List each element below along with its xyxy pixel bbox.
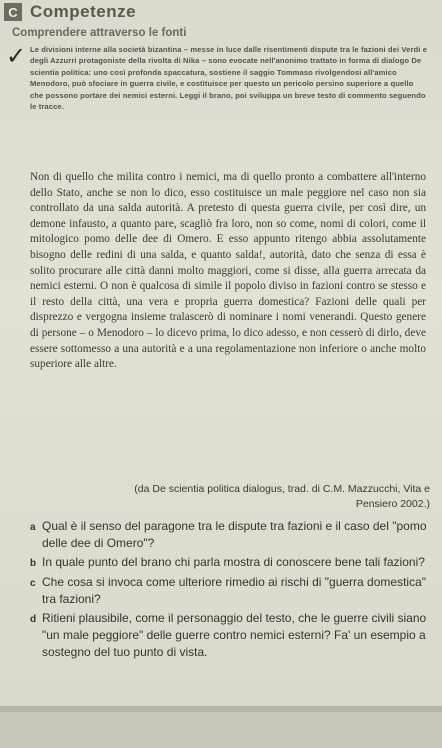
question-item (30, 554, 430, 572)
question-item (30, 574, 430, 608)
section-title: Competenze (30, 2, 137, 21)
section-header (0, 0, 442, 24)
question-item (30, 610, 430, 661)
question-text: Qual è il senso del paragone tra le dispute tra fazioni e il caso del "pomo delle dee di Omero"? (42, 519, 427, 550)
question-text: In quale punto del brano chi parla mostra di conoscere bene tali fazioni? (42, 555, 425, 569)
question-letter: c (30, 578, 36, 589)
question-letter: d (30, 614, 37, 625)
question-letter: b (30, 558, 37, 569)
section-badge: C (4, 3, 22, 21)
question-text: Ritieni plausibile, come il personaggio del testo, che le guerre civili siano "un male peggiore" delle guerre contro nemici esterni? Fa' un esempio a sostegno del tuo punto di vista. (42, 611, 427, 659)
source-excerpt: Non di quello che milita contro i nemici, ma di quello pronto a combattere all'interno dello Stato, anche se non lo dico, esso costituisce un male peggiore nel caso non sia controllato da una salda autorità. A pretesto di questa guerra civile, per così dire, un demone infausto, a quanto pare, scagliò fra loro, non so come, nomi di colori, come il mitologico pomo delle dee di Omero. E esso appunto ritengo abbia assolutamente bisogno delle redini di una salda, e quanto salda!, autorità, dato che senza di essa è solito procurare alle città danni molto maggiori, come si disse, alla guerra arrecata da nemici esterni. O non è qualcosa di simile il popolo diviso in fazioni contro se stesso e il resto della città, una vera e propria guerra domestica? Fazioni delle quali per disprezzo e vergogna insieme tralascerò di nominare i nomi venerandi. Questo genere di persone – o Menodoro – lo dicevo prima, lo dico adesso, e non cesserò di dirlo, deve essere sottomesso a una autorità e a una regolamentazione non inferiore o anche molto superiore alle altre. (30, 171, 426, 371)
exercise-subtitle: Comprendere attraverso le fonti (12, 27, 187, 39)
question-letter: a (30, 522, 36, 533)
question-text: Che cosa si invoca come ulteriore rimedio ai rischi di "guerra domestica" tra fazioni? (42, 575, 427, 606)
source-citation: (da De scientia politica dialogus, trad. di C.M. Mazzucchi, Vita e Pensiero 2002.) (134, 483, 430, 510)
intro-paragraph: Le divisioni interne alla società bizantina – messe in luce dalle risentimenti dispute tra le fazioni dei Verdi e degli Azzurri protagoniste della rivolta di Nika – sono evocate nell'anonimo trattato in forma di dialogo De scientia politica: uno così profonda spaccatura, sostiene il saggio Tommaso rivolgendosi all'amico Menodoro, può sfociare in guerra civile, e costituisce per questo un pericolo persino superiore a quello che possono portare dei nemici esterni. Leggi il brano, poi sviluppa un breve testo di commento seguendo le tracce. (30, 45, 428, 112)
question-item (30, 518, 430, 552)
page-bottom-band (0, 712, 442, 748)
check-mark-icon: ✓ (6, 43, 27, 70)
question-list (30, 518, 430, 663)
